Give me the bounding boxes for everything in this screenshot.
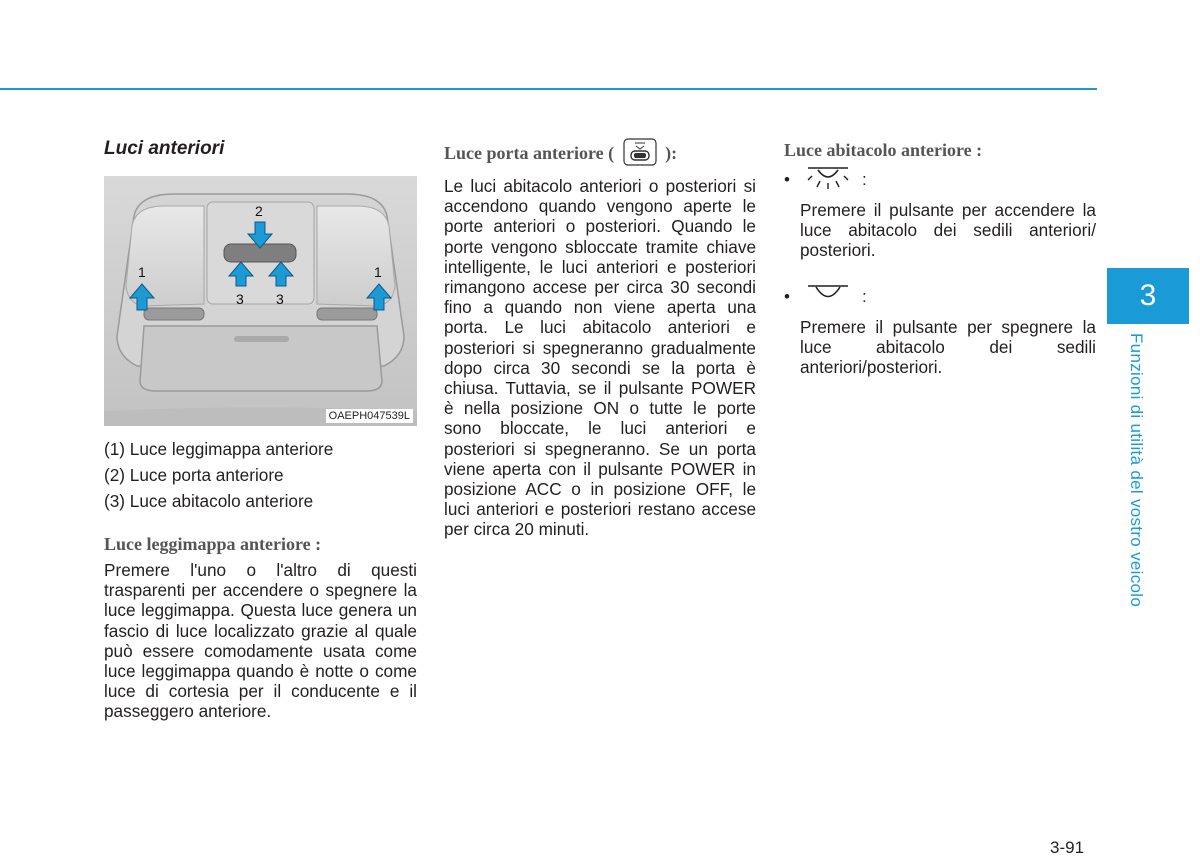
- map-light-heading: Luce leggimappa anteriore :: [104, 534, 322, 554]
- callout-1-right: 1: [374, 264, 382, 280]
- bullet: •: [784, 286, 790, 306]
- bullet-colon: :: [862, 170, 867, 189]
- bullet-text: Premere il pulsante per accendere la luce abitacolo dei sedili anteriori/ posteriori.: [800, 200, 1096, 261]
- bullet-text: Premere il pulsante per spegnere la luce abitacolo dei sedili anteriori/posteriori.: [800, 316, 1096, 378]
- chapter-title-text: Funzioni di utilità del vostro veicolo: [1127, 333, 1146, 608]
- overhead-console-illustration: [104, 176, 417, 426]
- column-right: [784, 138, 1096, 377]
- light-on-icon: [804, 166, 852, 195]
- page-number: 3-91: [1050, 838, 1085, 857]
- legend-item: (3) Luce abitacolo anteriore: [104, 491, 314, 511]
- door-light-icon: [623, 138, 657, 172]
- chapter-title: [1126, 333, 1154, 613]
- legend-item: (2) Luce porta anteriore: [104, 465, 284, 485]
- bullet-item: [784, 283, 1096, 378]
- bullet-colon: :: [862, 286, 867, 306]
- overhead-console-figure: [104, 176, 417, 426]
- light-off-icon: [804, 282, 852, 311]
- section-title: Luci anteriori: [104, 138, 225, 159]
- figure-code: OAEPH047539L: [326, 409, 413, 423]
- callout-1-left: 1: [138, 264, 146, 280]
- room-light-heading: Luce abitacolo anteriore :: [784, 140, 983, 160]
- callout-2: 2: [255, 203, 263, 219]
- figure-legend: [104, 436, 417, 514]
- door-light-heading: [444, 138, 756, 172]
- bullet: •: [784, 170, 790, 189]
- door-light-heading-post: ):: [665, 143, 678, 164]
- bullet-item: [784, 166, 1096, 261]
- callout-3-right: 3: [276, 291, 284, 307]
- callout-3-left: 3: [236, 291, 244, 307]
- column-left: [104, 138, 417, 722]
- map-light-text: Premere l'uno o l'altro di questi trasparenti per accendere o spegnere la luce leggimappa. Questa luce genera un fascio di luce localizzato grazie al quale può essere comodamente usata come luce leggimappa quando è notte o come luce di cortesia per il conducente e il passeggero anteriore.: [104, 560, 417, 722]
- chapter-tab: 3: [1107, 268, 1189, 324]
- door-light-heading-pre: Luce porta anteriore (: [444, 143, 615, 164]
- door-light-text: Le luci abitacolo anteriori o posteriori si accendono quando vengono aperte le porte anteriori o posteriori. Quando le porte vengono sbloccate tramite chiave intelligente, le luci anteriori e posteriori rimangono accese per circa 30 secondi fino a quando non viene aperta una porta. Le luci abitacolo anteriori e posteriori si spegneranno gradualmente dopo circa 30 secondi se la porta è chiusa. Tuttavia, se il pulsante POWER è nella posizione ON o tutte le porte sono bloccate, le luci anteriori e posteriori si spegneranno. Se un porta viene aperta con il pulsante POWER in posizione ACC o in posizione OFF, le luci anteriori e posteriori restano accese per circa 20 minuti.: [444, 176, 756, 540]
- column-middle: [444, 138, 756, 540]
- legend-item: (1) Luce leggimappa anteriore: [104, 439, 334, 459]
- top-rule: [0, 88, 1097, 90]
